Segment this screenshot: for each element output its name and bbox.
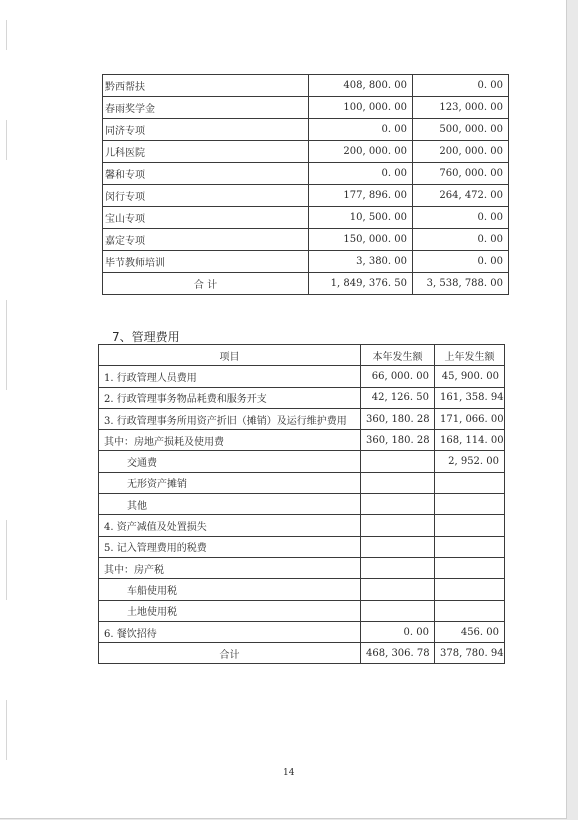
current-year-value: 200, 000. 00 [309, 141, 413, 163]
scan-artifact-line [6, 120, 7, 160]
prior-year-value: 2, 952. 00 [435, 451, 505, 472]
current-year-value: 360, 180. 28 [361, 408, 435, 429]
current-year-value: 100, 000. 00 [309, 97, 413, 119]
current-year-value [361, 451, 435, 472]
table-row [103, 119, 509, 141]
current-year-value [361, 600, 435, 621]
current-year-value [361, 557, 435, 578]
prior-year-value [435, 579, 505, 600]
current-year-value: 3, 380. 00 [309, 251, 413, 273]
header-prior-year: 上年发生额 [435, 345, 505, 366]
current-year-value: 0. 00 [309, 163, 413, 185]
table-row [99, 472, 505, 493]
prior-year-value: 760, 000. 00 [413, 163, 509, 185]
current-year-value: 66, 000. 00 [361, 366, 435, 387]
current-year-value [361, 579, 435, 600]
current-year-value: 0. 00 [309, 119, 413, 141]
prior-year-value [435, 515, 505, 536]
current-year-value: 177, 896. 00 [309, 185, 413, 207]
row-label: 2. 行政管理事务物品耗费和服务开支 [99, 387, 361, 408]
row-label: 5. 记入管理费用的税费 [99, 536, 361, 557]
table-row [103, 207, 509, 229]
prior-year-value [435, 472, 505, 493]
prior-year-value: 0. 00 [413, 251, 509, 273]
row-label: 其中：房产税 [99, 557, 361, 578]
scan-artifact-line [6, 520, 7, 600]
table-row [103, 141, 509, 163]
row-label: 嘉定专项 [103, 229, 309, 251]
table-row [99, 600, 505, 621]
table-row [103, 163, 509, 185]
prior-year-value [435, 536, 505, 557]
table-row [99, 557, 505, 578]
table-row [103, 251, 509, 273]
total-row [103, 273, 509, 295]
donation-projects-table [102, 74, 509, 295]
table-row [99, 408, 505, 429]
row-label: 同济专项 [103, 119, 309, 141]
current-year-value [361, 515, 435, 536]
prior-year-value: 171, 066. 00 [435, 408, 505, 429]
row-label: 其他 [99, 494, 361, 515]
scan-artifact-line [6, 300, 7, 390]
prior-year-value: 168, 114. 00 [435, 430, 505, 451]
table-row [99, 387, 505, 408]
prior-year-value: 456. 00 [435, 621, 505, 642]
table-row [103, 75, 509, 97]
prior-year-value [435, 494, 505, 515]
row-label: 3. 行政管理事务所用资产折旧（摊销）及运行维护费用 [99, 408, 361, 429]
row-label: 馨和专项 [103, 163, 309, 185]
header-item: 项目 [99, 345, 361, 366]
current-year-value: 408, 800. 00 [309, 75, 413, 97]
row-label: 其中：房地产损耗及使用费 [99, 430, 361, 451]
row-label: 黔西帮扶 [103, 75, 309, 97]
row-label: 无形资产摊销 [99, 472, 361, 493]
prior-year-value: 123, 000. 00 [413, 97, 509, 119]
total-current-year: 1, 849, 376. 50 [309, 273, 413, 295]
table-row [99, 494, 505, 515]
management-expense-table [98, 344, 505, 664]
total-prior-year: 378, 780. 94 [435, 643, 505, 664]
table-row [99, 366, 505, 387]
prior-year-value: 264, 472. 00 [413, 185, 509, 207]
total-current-year: 468, 306. 78 [361, 643, 435, 664]
prior-year-value: 161, 358. 94 [435, 387, 505, 408]
scan-artifact-line [6, 20, 7, 50]
table-header-row [99, 345, 505, 366]
row-label: 6. 餐饮招待 [99, 621, 361, 642]
table-row [99, 579, 505, 600]
row-label: 儿科医院 [103, 141, 309, 163]
row-label: 闵行专项 [103, 185, 309, 207]
prior-year-value: 500, 000. 00 [413, 119, 509, 141]
table-row [99, 451, 505, 472]
total-label: 合计 [99, 643, 361, 664]
current-year-value: 10, 500. 00 [309, 207, 413, 229]
total-label: 合 计 [103, 273, 309, 295]
row-label: 毕节教师培训 [103, 251, 309, 273]
row-label: 交通费 [99, 451, 361, 472]
prior-year-value: 0. 00 [413, 75, 509, 97]
prior-year-value [435, 557, 505, 578]
table-row [103, 185, 509, 207]
total-prior-year: 3, 538, 788. 00 [413, 273, 509, 295]
prior-year-value: 0. 00 [413, 229, 509, 251]
row-label: 4. 资产减值及处置损失 [99, 515, 361, 536]
prior-year-value: 45, 900. 00 [435, 366, 505, 387]
prior-year-value: 0. 00 [413, 207, 509, 229]
section-title: 7、管理费用 [112, 330, 180, 344]
row-label: 1. 行政管理人员费用 [99, 366, 361, 387]
prior-year-value [435, 600, 505, 621]
scan-artifact-line [6, 700, 7, 760]
row-label: 春雨奖学金 [103, 97, 309, 119]
page-number: 14 [283, 768, 295, 778]
table-row [99, 536, 505, 557]
current-year-value: 150, 000. 00 [309, 229, 413, 251]
table-row [99, 621, 505, 642]
table-row [99, 515, 505, 536]
header-current-year: 本年发生额 [361, 345, 435, 366]
total-row [99, 643, 505, 664]
row-label: 宝山专项 [103, 207, 309, 229]
current-year-value: 0. 00 [361, 621, 435, 642]
table-row [103, 229, 509, 251]
current-year-value [361, 472, 435, 493]
table-row [99, 430, 505, 451]
table-row [103, 97, 509, 119]
row-label: 车船使用税 [99, 579, 361, 600]
current-year-value [361, 536, 435, 557]
current-year-value: 42, 126. 50 [361, 387, 435, 408]
row-label: 土地使用税 [99, 600, 361, 621]
current-year-value [361, 494, 435, 515]
prior-year-value: 200, 000. 00 [413, 141, 509, 163]
current-year-value: 360, 180. 28 [361, 430, 435, 451]
